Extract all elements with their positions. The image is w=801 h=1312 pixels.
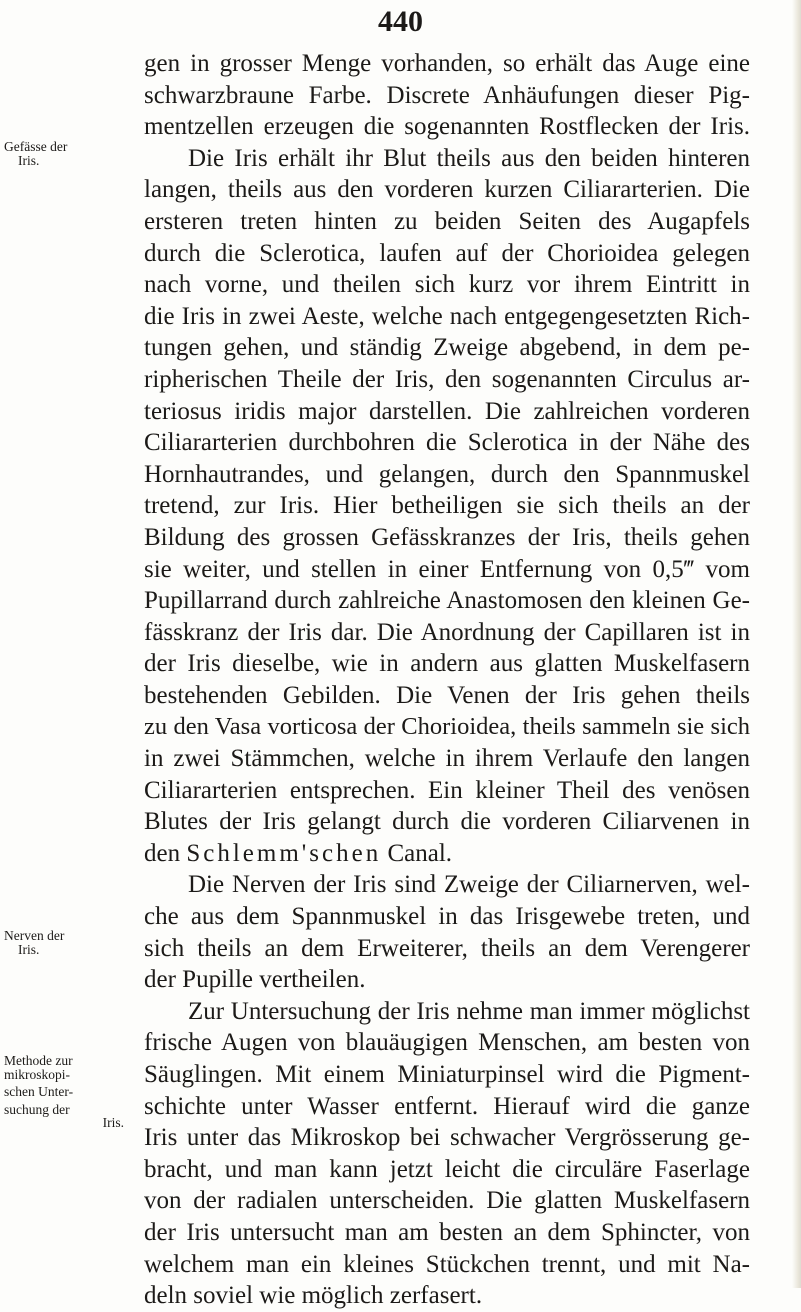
text-line: Ciliararterien durchbohren die Sclerotica in der Nähe des xyxy=(144,429,750,457)
text-line: Zur Untersuchung der Iris nehme man immer möglichst xyxy=(188,997,750,1025)
text-line: von der radialen unterscheiden. Die glatten Muskelfasern xyxy=(144,1187,750,1215)
text-line: sie weiter, und stellen in einer Entfernung von 0,5‴ vom xyxy=(144,555,750,583)
text-line: Blutes der Iris gelangt durch die vorderen Ciliarvenen in xyxy=(144,808,750,836)
text-line: ripherischen Theile der Iris, den sogenannten Circulus ar- xyxy=(144,365,750,393)
margin-note-line: mikroskopi- xyxy=(4,1066,70,1082)
margin-note-line: schen Unter- xyxy=(4,1084,74,1099)
text-line-start: den xyxy=(144,839,187,867)
page-number: 440 xyxy=(378,5,423,38)
text-line: zu den Vasa vorticosa der Chorioidea, theils sammeln sie sich xyxy=(144,713,750,741)
text-line: gen in grosser Menge vorhanden, so erhält das Auge eine xyxy=(144,50,750,77)
text-line: Ciliararterien entsprechen. Ein kleiner Theil des venösen xyxy=(144,776,750,804)
text-line-end: Canal. xyxy=(381,839,453,867)
text-line: der Iris untersucht man am besten an dem Sphincter, von xyxy=(144,1218,750,1246)
text-line: durch die Sclerotica, laufen auf der Chorioidea gelegen xyxy=(144,239,750,267)
text-line: che aus dem Spannmuskel in das Irisgewebe treten, und xyxy=(144,903,750,931)
text-line: die Iris in zwei Aeste, welche nach entgegengesetzten Rich- xyxy=(144,302,750,330)
text-line: mentzellen erzeugen die sogenannten Rostflecken der Iris. xyxy=(144,113,750,141)
text-line xyxy=(144,838,750,870)
text-line: teriosus iridis major darstellen. Die zahlreichen vorderen xyxy=(144,397,750,425)
margin-note-line: Nerven der xyxy=(4,928,65,943)
text-line: der Iris dieselbe, wie in andern aus glatten Muskelfasern xyxy=(144,650,750,678)
text-line: Die Iris erhält ihr Blut theils aus den beiden hinteren xyxy=(188,144,750,172)
text-line: Säuglingen. Mit einem Miniaturpinsel wird die Pigment- xyxy=(144,1061,750,1088)
margin-note-nerves xyxy=(4,929,134,956)
text-line: bestehenden Gebilden. Die Venen der Iris gehen theils xyxy=(144,681,750,709)
text-line: fässkranz der Iris dar. Die Anordnung der Capillaren ist in xyxy=(144,618,750,646)
body-text xyxy=(144,48,750,1312)
text-line: Hornhautrandes, und gelangen, durch den Spannmuskel xyxy=(144,460,750,488)
text-line: tretend, zur Iris. Hier betheiligen sie sich theils an der xyxy=(144,492,750,520)
text-line: sich theils an dem Erweiterer, theils an dem Verengerer xyxy=(144,934,750,962)
text-line: nach vorne, und theilen sich kurz vor ihrem Eintritt in xyxy=(144,271,750,299)
spaced-name: Schlemm'schen xyxy=(186,839,382,867)
text-line: Die Nerven der Iris sind Zweige der Ciliarnerven, wel- xyxy=(188,871,750,899)
margin-note-line: Methode zur xyxy=(4,1053,73,1068)
text-line: Bildung des grossen Gefässkranzes der Iris, theils gehen xyxy=(144,523,750,551)
margin-note-line: suchung der xyxy=(4,1101,70,1117)
text-line: in zwei Stämmchen, welche in ihrem Verlaufe den langen xyxy=(144,745,750,773)
text-line: der Pupille vertheilen. xyxy=(144,966,366,994)
text-line: tungen gehen, und ständig Zweige abgebend, in dem pe- xyxy=(144,334,750,362)
margin-note-line: Iris. xyxy=(18,941,40,957)
text-line: Iris unter das Mikroskop bei schwacher Vergrösserung ge- xyxy=(144,1124,750,1152)
text-line: langen, theils aus den vorderen kurzen Ciliararterien. Die xyxy=(144,176,750,204)
margin-note-line: Gefässe der xyxy=(4,139,68,154)
margin-note-line: Iris. xyxy=(102,1115,124,1130)
text-line: deln soviel wie möglich zerfasert. xyxy=(144,1282,483,1310)
margin-note-method xyxy=(4,1054,134,1130)
text-line: schwarzbraune Farbe. Discrete Anhäufungen dieser Pig- xyxy=(144,81,750,109)
text-line: welchem man ein kleines Stückchen trennt, und mit Na- xyxy=(144,1250,750,1278)
text-line: frische Augen von blauäugigen Menschen, am besten von xyxy=(144,1029,750,1057)
text-line: schichte unter Wasser entfernt. Hierauf wird die ganze xyxy=(144,1092,750,1120)
scan-edge xyxy=(792,0,801,1288)
margin-note-line: Iris. xyxy=(18,152,40,168)
text-line: bracht, und man kann jetzt leicht die circuläre Faserlage xyxy=(144,1155,750,1183)
text-line: ersteren treten hinten zu beiden Seiten des Augapfels xyxy=(144,207,750,235)
margin-note-vessels xyxy=(4,140,134,167)
text-line: Pupillarrand durch zahlreiche Anastomosen den kleinen Ge- xyxy=(144,587,750,615)
